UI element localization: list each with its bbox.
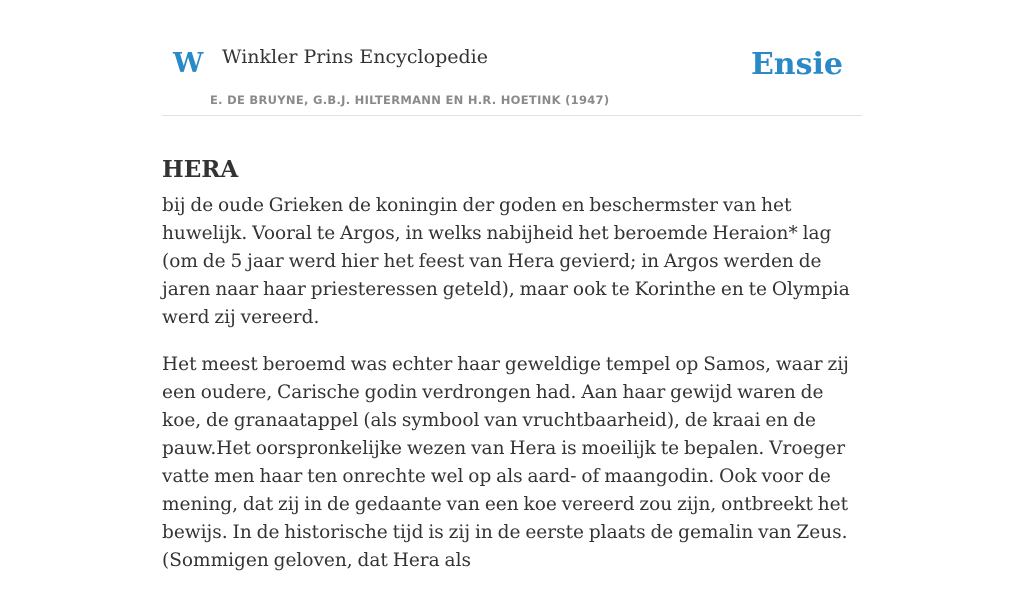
article-body: [162, 192, 862, 594]
page: [162, 0, 862, 571]
article-paragraph: bij de oude Grieken de koningin der goden en beschermster van het huwelijk. Vooral te Argos, in welks nabijheid het beroemde Heraion* lag (om de 5 jaar werd hier het feest van Hera gevierd; in Argos werden de jaren naar haar priesteressen geteld), maar ook te Korinthe en te Olympia werd zij vereerd.: [162, 195, 850, 328]
ensie-logo[interactable]: Ensie: [750, 47, 843, 82]
byline: E. DE BRUYNE, G.B.J. HILTERMANN EN H.R. HOETINK (1947): [210, 93, 610, 107]
publication-title[interactable]: Winkler Prins Encyclopedie: [222, 46, 488, 68]
winkler-prins-logo[interactable]: W: [173, 48, 204, 79]
header: [162, 0, 862, 116]
article-headword: HERA: [162, 156, 239, 184]
article-paragraph: Het meest beroemd was echter haar geweldige tempel op Samos, waar zij een oudere, Carische godin verdrongen had. Aan haar gewijd waren de koe, de granaatappel (als symbool van vruchtbaarheid), de kraai en de pauw.Het oorspronkelijke wezen van Hera is moeilijk te bepalen. Vroeger vatte men haar ten onrechte wel op als aard- of maangodin. Ook voor de mening, dat zij in de gedaante van een koe vereerd zou zijn, ontbreekt het bewijs. In de historische tijd is zij in de eerste plaats de gemalin van Zeus. (Sommigen geloven, dat Hera als: [162, 354, 849, 571]
